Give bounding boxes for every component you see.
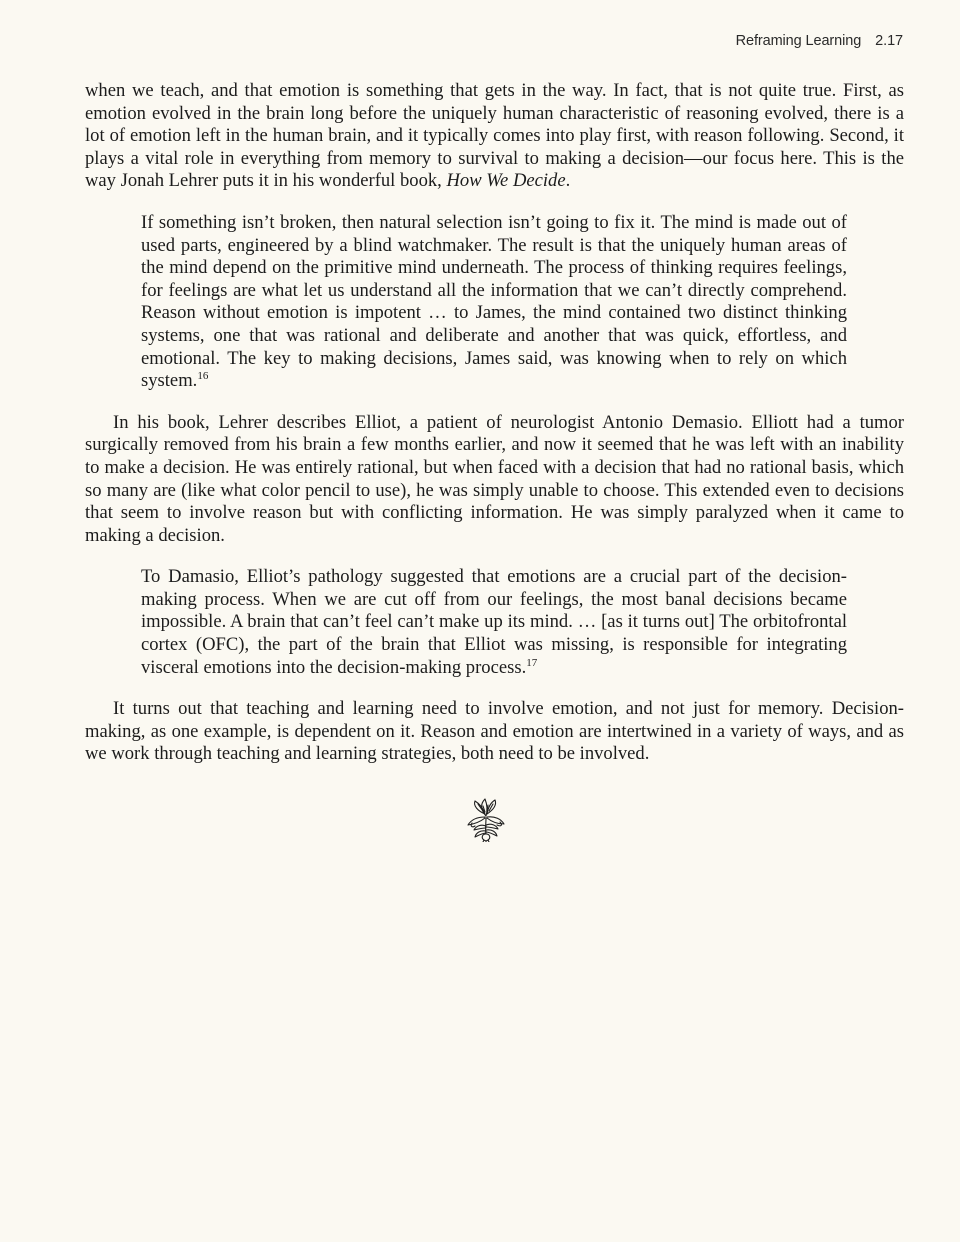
paragraph-elliot: In his book, Lehrer describes Elliot, a patient of neurologist Antonio Demasio. Elliott had a tumor surgically removed from his brain a few months earlier, and now it seemed that he was left with an inability to make a decision. He was entirely rational, but when faced with a decision that had no rational basis, which so many are (like what color pencil to use), he was simply unable to choose. This extended even to decisions that seem to involve reason but with conflicting information. He was simply paralyzed when it came to making a decision. <box>85 411 904 546</box>
paragraph-end: . <box>565 170 571 192</box>
block-quote-lehrer <box>141 212 847 393</box>
paragraph-text: when we teach, and that emotion is something that gets in the way. In fact, that is not quite true. First, as emotion evolved in the brain long before the uniquely human characteristic of reasoning evolved, there is a lot of emotion left in the human brain, and it typically comes into play first, with reason following. Second, it plays a vital role in everything from memory to survival to making a decision—our focus here. This is the way Jonah Lehrer puts it in his wonderful book, <box>85 80 904 192</box>
paragraph-continued <box>85 80 904 193</box>
book-title: How We Decide <box>446 170 566 192</box>
footnote-marker: 16 <box>197 370 209 383</box>
footnote-marker: 17 <box>526 656 538 669</box>
page-body <box>85 80 904 766</box>
quote-text: To Damasio, Elliot’s pathology suggested that emotions are a crucial part of the decision-making process. When we are cut off from our feelings, the most banal decisions became impossible. A brain that can’t feel can’t make up its mind. … [as it turns out] The orbitofrontal cortex (OFC), the part of the brain that Elliot was missing, is responsible for integrating visceral emotions into the decision-making process. <box>141 566 847 678</box>
block-quote-damasio <box>141 566 847 679</box>
page-number: 2.17 <box>875 33 903 49</box>
iris-flower-ornament-icon <box>463 796 509 842</box>
running-head <box>736 33 903 49</box>
running-title: Reframing Learning <box>735 33 862 49</box>
quote-text: If something isn’t broken, then natural selection isn’t going to fix it. The mind is made out of used parts, engineered by a blind watchmaker. The result is that the uniquely human areas of the mind depend on the primitive mind underneath. The process of thinking requires feelings, for feelings are what let us understand all the information that we can’t directly comprehend. Reason without emotion is impotent … to James, the mind contained two distinct thinking systems, one that was rational and deliberate and another that was quick, effortless, and emotional. The key to making decisions, James said, was knowing when to rely on which system. <box>141 211 847 392</box>
paragraph-conclusion: It turns out that teaching and learning need to involve emotion, and not just for memory. Decision-making, as one example, is dependent on it. Reason and emotion are intertwined in a variety of ways, and as we work through teaching and learning strategies, both need to be involved. <box>85 698 904 765</box>
